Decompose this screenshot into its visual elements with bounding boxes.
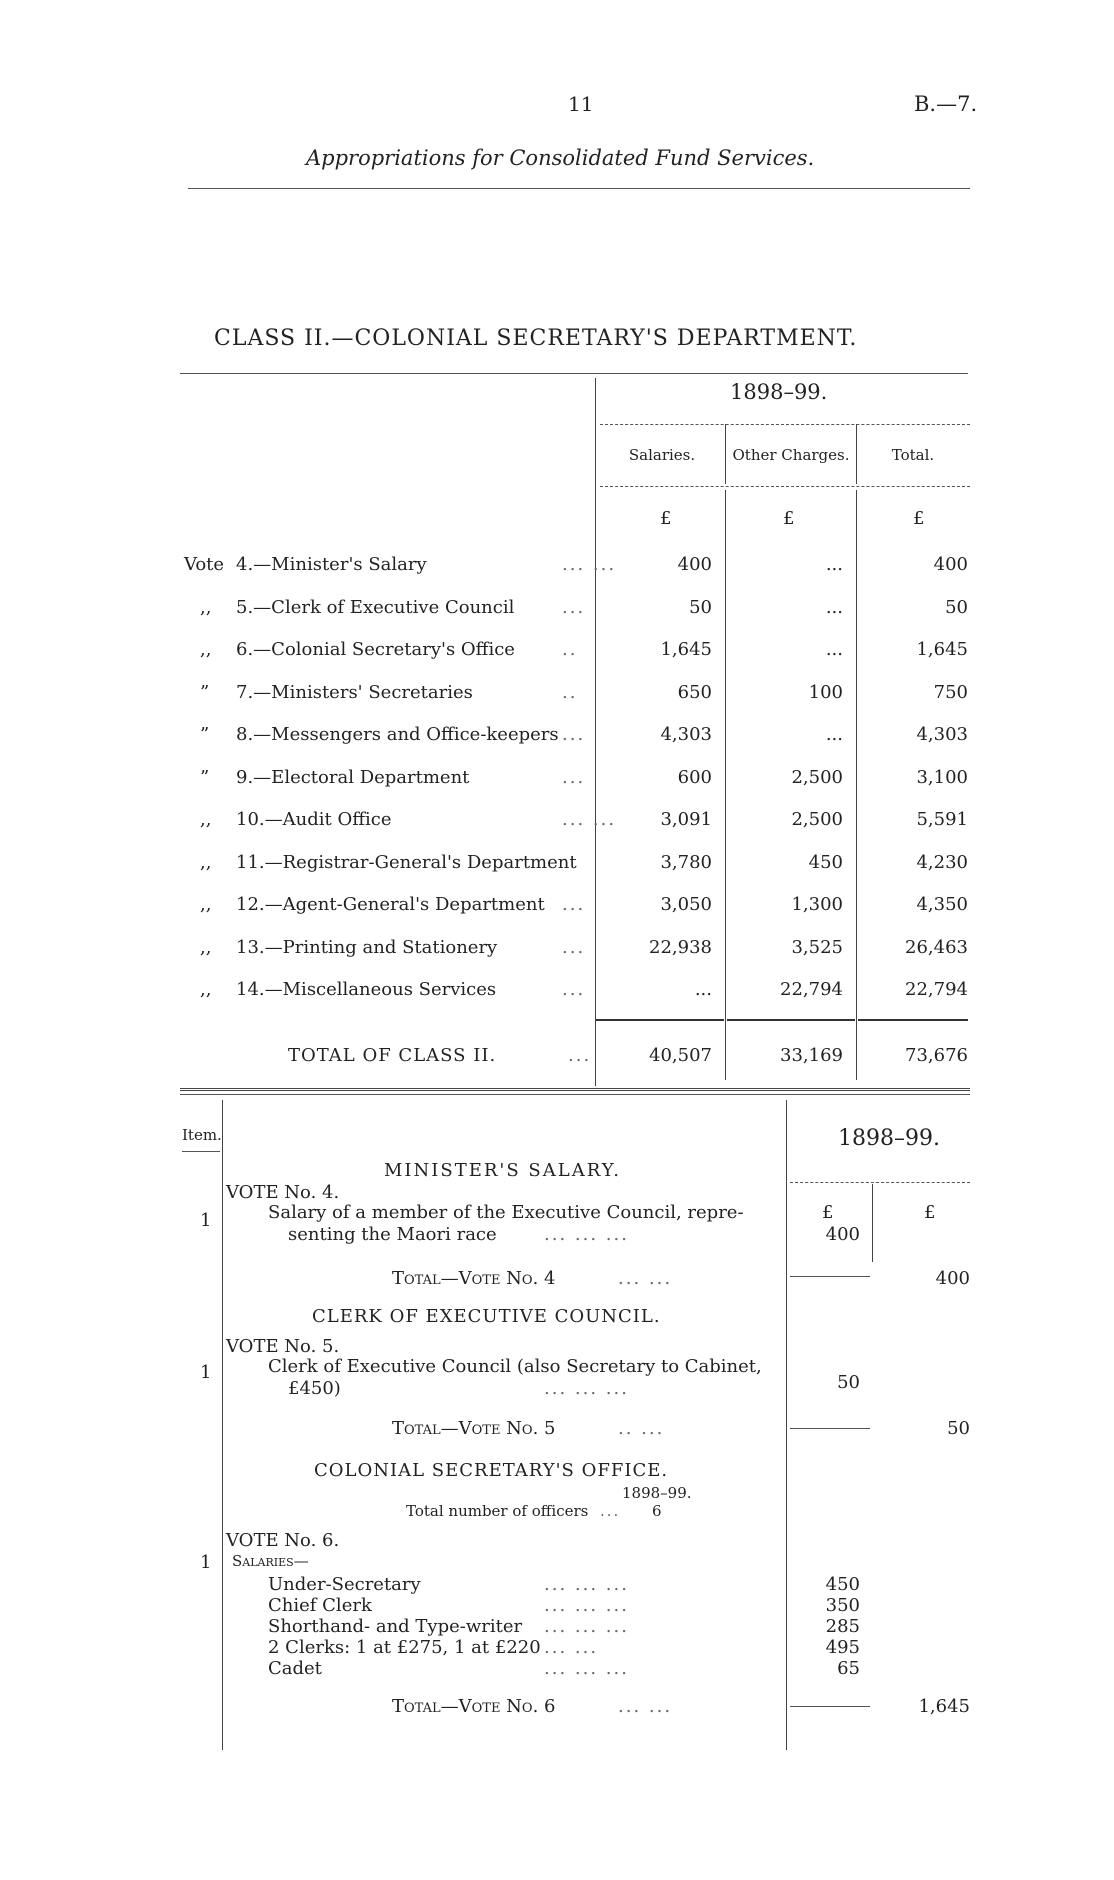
vote-label: 4.—Minister's Salary xyxy=(236,554,427,575)
total-rule-sal xyxy=(596,1019,724,1021)
vote-label: 10.—Audit Office xyxy=(236,809,392,830)
year-rule xyxy=(600,424,970,425)
col-divider-2a xyxy=(856,424,857,484)
vote-5-label: VOTE No. 5. xyxy=(226,1336,340,1357)
vote-4-total-dots: ... ... xyxy=(618,1268,673,1289)
vote-total: 4,350 xyxy=(916,894,968,915)
office-line-dots: ... ... xyxy=(544,1637,599,1658)
vote-salaries: 50 xyxy=(689,596,712,618)
vote-4-item-number: 1 xyxy=(200,1210,212,1231)
office-line-label: 2 Clerks: 1 at £275, 1 at £220 xyxy=(268,1637,541,1658)
vote-4-item-dots: ... ... ... xyxy=(544,1224,629,1245)
office-line-dots: ... ... ... xyxy=(544,1616,629,1637)
vote-5-total-label: Total—Vote No. 5 xyxy=(392,1418,556,1439)
total-rule-tot xyxy=(858,1019,968,1021)
vote-4-total-label: Total—Vote No. 4 xyxy=(392,1268,556,1289)
vote-dots: ... xyxy=(562,596,586,618)
vote-label: 14.—Miscellaneous Services xyxy=(236,979,497,1000)
salaries-label: Salaries— xyxy=(232,1552,309,1570)
minister-salary-heading: MINISTER'S SALARY. xyxy=(384,1160,621,1181)
total-class-total: 73,676 xyxy=(905,1045,968,1066)
vote-4-label: VOTE No. 4. xyxy=(226,1182,340,1203)
detail-col-divider-a xyxy=(872,1184,873,1262)
officers-year: 1898–99. xyxy=(622,1484,692,1502)
vote-other-charges: 100 xyxy=(808,681,843,703)
detail-year-rule xyxy=(790,1182,970,1183)
vote-salaries: 3,091 xyxy=(660,809,712,830)
col-divider-1a xyxy=(725,424,726,484)
vote-label: 6.—Colonial Secretary's Office xyxy=(236,639,515,660)
vote-other-charges: 22,794 xyxy=(780,979,843,1000)
total-class-salaries: 40,507 xyxy=(649,1045,712,1066)
item-divider xyxy=(222,1100,223,1750)
summary-bottom-rule xyxy=(180,1094,970,1095)
vote-prefix: ,, xyxy=(200,936,212,958)
colonial-office-heading: COLONIAL SECRETARY'S OFFICE. xyxy=(314,1460,669,1481)
office-line-amount: 65 xyxy=(837,1658,860,1679)
vote-4-item-amount: 400 xyxy=(825,1224,860,1245)
vote-other-charges: 450 xyxy=(808,851,843,873)
col-divider-1 xyxy=(725,490,726,1080)
vote-dots: ... xyxy=(562,936,586,958)
vote-salaries: ... xyxy=(694,979,712,1000)
vote-other-charges: 2,500 xyxy=(791,809,843,830)
vote-prefix: Vote xyxy=(184,554,225,575)
page-subtitle: Appropriations for Consolidated Fund Services. xyxy=(306,146,815,170)
vote-total: 750 xyxy=(933,681,968,703)
vote-prefix: ” xyxy=(200,681,210,703)
total-rule-oth xyxy=(727,1019,855,1021)
vote-label: 13.—Printing and Stationery xyxy=(236,936,498,958)
vote-total: 3,100 xyxy=(916,766,968,788)
vote-prefix: ,, xyxy=(200,894,212,915)
vote-salaries: 600 xyxy=(677,766,712,788)
summary-bottom-double-rule xyxy=(180,1088,970,1091)
vote-label: 9.—Electoral Department xyxy=(236,766,470,788)
vote-dots: ... xyxy=(562,894,586,915)
vote-other-charges: ... xyxy=(825,554,843,575)
vote-6-total-label: Total—Vote No. 6 xyxy=(392,1696,556,1717)
vote-dots: ... xyxy=(562,979,586,1000)
vote-label: 7.—Ministers' Secretaries xyxy=(236,681,473,703)
item-column-header: Item. xyxy=(182,1126,222,1144)
col-divider-2 xyxy=(856,490,857,1080)
vote-total: 400 xyxy=(933,554,968,575)
vote-4-currency-a: £ xyxy=(822,1202,834,1223)
vote-total: 50 xyxy=(945,596,968,618)
vote-salaries: 400 xyxy=(677,554,712,575)
col-total-header: Total. xyxy=(891,446,935,464)
vote-prefix: ” xyxy=(200,766,210,788)
officers-dots: ... xyxy=(600,1502,621,1520)
vote-4-subtotal-rule xyxy=(790,1276,870,1277)
office-line-dots: ... ... ... xyxy=(544,1574,629,1595)
header-bottom-rule xyxy=(600,486,970,487)
vote-salaries: 22,938 xyxy=(649,936,712,958)
office-line-label: Shorthand- and Type-writer xyxy=(268,1616,523,1637)
vote-other-charges: 1,300 xyxy=(791,894,843,915)
vote-6-subtotal-rule xyxy=(790,1706,870,1707)
vote-5-item-line2: £450) xyxy=(288,1378,341,1399)
currency-other: £ xyxy=(783,508,795,529)
total-class-dots: ... xyxy=(568,1045,592,1066)
page-number: 11 xyxy=(568,92,594,116)
vote-5-total-dots: .. ... xyxy=(618,1418,665,1439)
vote-dots: ... xyxy=(562,724,586,745)
vote-salaries: 3,050 xyxy=(660,894,712,915)
vote-5-item-dots: ... ... ... xyxy=(544,1378,629,1399)
vote-salaries: 1,645 xyxy=(660,639,712,660)
office-line-amount: 350 xyxy=(825,1595,860,1616)
document-code: B.—7. xyxy=(914,92,978,116)
vote-6-item-number: 1 xyxy=(200,1552,212,1573)
office-line-amount: 450 xyxy=(825,1574,860,1595)
officers-count: 6 xyxy=(652,1502,662,1520)
vote-prefix: ,, xyxy=(200,596,212,618)
summary-left-divider xyxy=(595,378,596,1086)
vote-salaries: 3,780 xyxy=(660,851,712,873)
item-header-rule xyxy=(182,1151,220,1152)
office-line-amount: 285 xyxy=(825,1616,860,1637)
vote-total: 4,303 xyxy=(916,724,968,745)
vote-label: 5.—Clerk of Executive Council xyxy=(236,596,515,618)
vote-4-currency-b: £ xyxy=(924,1202,936,1223)
vote-label: 8.—Messengers and Office-keepers xyxy=(236,724,559,745)
vote-other-charges: ... xyxy=(825,596,843,618)
amount-divider xyxy=(786,1100,787,1750)
vote-other-charges: ... xyxy=(825,639,843,660)
vote-4-total-amount: 400 xyxy=(935,1268,970,1289)
vote-dots: ... ... xyxy=(562,809,617,830)
vote-5-item-amount: 50 xyxy=(837,1372,860,1393)
office-line-amount: 495 xyxy=(825,1637,860,1658)
vote-5-subtotal-rule xyxy=(790,1428,870,1429)
vote-dots: ... ... xyxy=(562,554,617,575)
title-rule xyxy=(180,373,968,374)
vote-6-label: VOTE No. 6. xyxy=(226,1530,340,1551)
vote-total: 1,645 xyxy=(916,639,968,660)
vote-6-total-amount: 1,645 xyxy=(918,1696,970,1717)
class-title: CLASS II.—COLONIAL SECRETARY'S DEPARTMENT. xyxy=(214,326,858,351)
vote-salaries: 650 xyxy=(677,681,712,703)
vote-dots: .. xyxy=(562,639,578,660)
vote-other-charges: 2,500 xyxy=(791,766,843,788)
vote-prefix: ,, xyxy=(200,809,212,830)
office-line-label: Under-Secretary xyxy=(268,1574,421,1595)
currency-total: £ xyxy=(913,508,925,529)
currency-salaries: £ xyxy=(660,508,672,529)
summary-year: 1898–99. xyxy=(730,380,828,404)
vote-label: 12.—Agent-General's Department xyxy=(236,894,545,915)
vote-prefix: ,, xyxy=(200,639,212,660)
vote-other-charges: 3,525 xyxy=(791,936,843,958)
vote-dots: ... xyxy=(562,766,586,788)
vote-4-item-line2: senting the Maori race xyxy=(288,1224,497,1245)
vote-total: 26,463 xyxy=(905,936,968,958)
vote-total: 4,230 xyxy=(916,851,968,873)
vote-prefix: ” xyxy=(200,724,210,745)
col-salaries-header: Salaries. xyxy=(628,446,696,464)
office-line-dots: ... ... ... xyxy=(544,1658,629,1679)
vote-5-total-amount: 50 xyxy=(947,1418,970,1439)
vote-6-total-dots: ... ... xyxy=(618,1696,673,1717)
office-line-dots: ... ... ... xyxy=(544,1595,629,1616)
office-line-label: Cadet xyxy=(268,1658,322,1679)
vote-total: 5,591 xyxy=(916,809,968,830)
detail-year: 1898–99. xyxy=(838,1126,940,1151)
vote-4-item-line1: Salary of a member of the Executive Council, repre- xyxy=(268,1202,744,1223)
officers-label: Total number of officers xyxy=(406,1502,589,1520)
vote-total: 22,794 xyxy=(905,979,968,1000)
col-other-header: Other Charges. xyxy=(732,446,850,464)
header-rule xyxy=(188,188,970,189)
vote-dots: .. xyxy=(562,681,578,703)
vote-salaries: 4,303 xyxy=(660,724,712,745)
vote-other-charges: ... xyxy=(825,724,843,745)
vote-label: 11.—Registrar-General's Department xyxy=(236,851,577,873)
vote-prefix: ,, xyxy=(200,851,212,873)
clerk-executive-heading: CLERK OF EXECUTIVE COUNCIL. xyxy=(312,1306,661,1327)
office-line-label: Chief Clerk xyxy=(268,1595,372,1616)
total-class-label: TOTAL OF CLASS II. xyxy=(288,1045,497,1066)
total-class-other: 33,169 xyxy=(780,1045,843,1066)
vote-5-item-line1: Clerk of Executive Council (also Secretary to Cabinet, xyxy=(268,1356,762,1377)
vote-prefix: ,, xyxy=(200,979,212,1000)
vote-5-item-number: 1 xyxy=(200,1362,212,1383)
